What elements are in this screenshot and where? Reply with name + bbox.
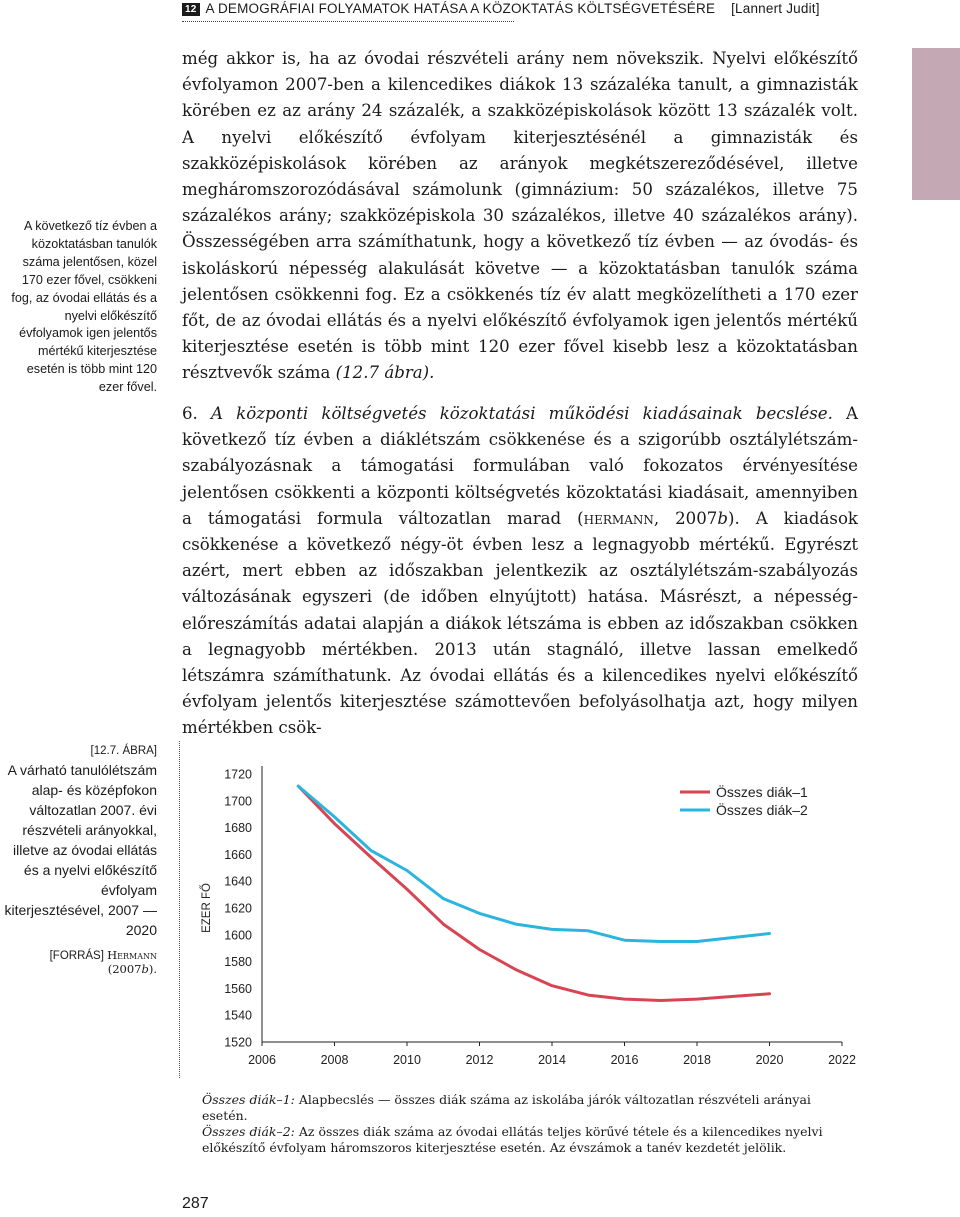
caption-series-1-name: Összes diák–1: bbox=[202, 1092, 295, 1107]
x-tick-label: 2012 bbox=[465, 1053, 494, 1067]
x-tick-label: 2008 bbox=[320, 1053, 349, 1067]
figure-label bbox=[2, 745, 157, 976]
paragraph-1-text: még akkor is, ha az óvodai részvételi arány nem növekszik. Nyelvi előkészítő évfolyamon 2007-ben a kilencedikes diákok 13 százaléka tanult, a gimnazisták körében ez az arány 24 százalék, a szakközépiskolások között 13 százalék volt. A nyelvi előkészítő évfolyam kiterjesztésénél a gimnazisták és szakközépiskolások körében az arányok megkétszereződésével, illetve megháromszorozódásával számolunk (gimnázium: 50 százalékos, illetve 75 százalékos arány; szakközépiskola 30 százalékos, illetve 40 százalékos arány). Összességében arra számíthatunk, hogy a következő tíz évben — az óvodás- és iskoláskorú népesség alakulását követve — a közoktatásban tanulók száma jelentősen csökkenni fog. Ez a csökkenés tíz év alatt megközelítheti a 170 ezer főt, de az óvodai ellátás és a nyelvi előkészítő évfolyamok igen jelentős mértékű kiterjesztése esetén is több mint 120 ezer fővel kisebb lesz a közoktatásban résztvevők száma bbox=[182, 49, 858, 383]
figure-title: A várható tanulólétszám alap- és középfokon változatlan 2007. évi részvételi arányokkal, illetve az óvodai ellátás és a nyelvi előkészítő évfolyam kiterjesztésével, 2007 — 2020 bbox=[4, 762, 157, 938]
x-tick-label: 2010 bbox=[393, 1053, 421, 1067]
header-author: [Lannert Judit] bbox=[731, 1, 820, 16]
y-tick-label: 1520 bbox=[224, 1035, 252, 1050]
body-paragraph-2 bbox=[182, 401, 858, 742]
caption-series-1-text: Alapbecslés — összes diák száma az iskolába járók változatlan részvételi arányai esetén. bbox=[202, 1092, 811, 1123]
y-tick-label: 1560 bbox=[224, 981, 252, 996]
figure-reference: (12.7 ábra). bbox=[335, 363, 435, 383]
source-author: Hermann bbox=[107, 948, 157, 962]
y-tick-label: 1540 bbox=[224, 1008, 252, 1023]
body-paragraph-1 bbox=[182, 46, 858, 387]
series-line-1 bbox=[298, 786, 769, 1000]
figure-number: [12.7. ÁBRA] bbox=[90, 745, 157, 757]
chapter-tab-marker bbox=[912, 48, 960, 200]
y-tick-label: 1620 bbox=[224, 901, 252, 916]
paragraph-2-text-a: A következő tíz évben a diáklétszám csökkenése és a szigorúbb osztálylétszám-szabályozásnak a támogatási formulában való fokozatos érvényesítése jelentősen csökkenti a központi költségvetés közoktatási kiadásait, amennyiben a támogatási formula változatlan marad ( bbox=[182, 404, 858, 528]
header-title: A DEMOGRÁFIAI FOLYAMATOK HATÁSA A KÖZOKTATÁS KÖLTSÉGVETÉSÉRE bbox=[205, 1, 716, 16]
citation-suffix: b bbox=[717, 508, 728, 528]
x-tick-label: 2016 bbox=[610, 1053, 639, 1067]
legend-label-1: Összes diák–1 bbox=[716, 784, 808, 800]
x-tick-label: 2022 bbox=[828, 1053, 856, 1067]
caption-series-2-text: Az összes diák száma az óvodai ellátás teljes körűvé tétele és a kilencedikes nyelvi előkészítő évfolyam háromszoros kiterjesztése esetén. Az évszámok a tanév kezdetét jelölik. bbox=[202, 1124, 823, 1155]
figure-source bbox=[2, 948, 157, 976]
legend-label-2: Összes diák–2 bbox=[716, 802, 808, 818]
source-tag: [FORRÁS] bbox=[49, 950, 104, 962]
page-number: 287 bbox=[182, 1195, 209, 1212]
x-tick-label: 2014 bbox=[538, 1053, 566, 1067]
y-tick-label: 1680 bbox=[224, 821, 252, 836]
running-header bbox=[182, 1, 820, 23]
section-heading: A központi költségvetés közoktatási működési kiadásainak becslése. bbox=[211, 404, 833, 423]
paragraph-2-text-b: ). A kiadások csökkenése a következő négy-öt évben lesz a legnagyobb mértékű. Egyrészt azért, mert ebben az időszakban jelentkezik az osztálylétszám-szabályozás változásának egyszeri (de időben elnyújtott) hatása. Másrészt, a népesség-előreszámítás adatai alapján a diákok létszáma is ebben az időszakban csökken a legnagyobb mértékben. 2013 után stagnáló, illetve lassan emelkedő létszámra számíthatunk. Az óvodai ellátás és a kilencedikes nyelvi előkészítő évfolyam jelentős kiterjesztése számottevően befolyásolhatja azt, hogy milyen mértékben csök- bbox=[182, 508, 858, 738]
y-tick-label: 1640 bbox=[224, 874, 252, 889]
header-rule bbox=[182, 21, 514, 22]
chart-caption bbox=[202, 1092, 842, 1156]
y-tick-label: 1660 bbox=[224, 847, 252, 862]
line-chart bbox=[180, 748, 860, 1078]
section-number: 6. bbox=[182, 404, 198, 423]
y-tick-label: 1720 bbox=[224, 767, 252, 782]
citation-author: hermann bbox=[583, 508, 654, 528]
y-tick-label: 1600 bbox=[224, 928, 252, 943]
source-suffix: b bbox=[141, 962, 149, 976]
y-tick-label: 1700 bbox=[224, 794, 252, 809]
margin-note: A következő tíz évben a közoktatásban tanulók száma jelentősen, közel 170 ezer fővel, csökkeni fog, az óvodai ellátás és a nyelvi előkészítő évfolyamok igen jelentős mértékű kiterjesztése esetén is több mint 120 ezer fővel. bbox=[11, 219, 157, 395]
y-tick-label: 1580 bbox=[224, 955, 252, 970]
chapter-number-badge: 12 bbox=[182, 3, 200, 16]
x-tick-label: 2020 bbox=[755, 1053, 784, 1067]
source-end: ). bbox=[148, 962, 157, 976]
caption-series-2-name: Összes diák–2: bbox=[202, 1124, 295, 1139]
x-tick-label: 2006 bbox=[248, 1053, 276, 1067]
x-tick-label: 2018 bbox=[683, 1053, 711, 1067]
y-axis-label: EZER FŐ bbox=[201, 883, 213, 933]
citation-year: , 2007 bbox=[653, 508, 718, 528]
source-year: (2007 bbox=[107, 962, 142, 976]
